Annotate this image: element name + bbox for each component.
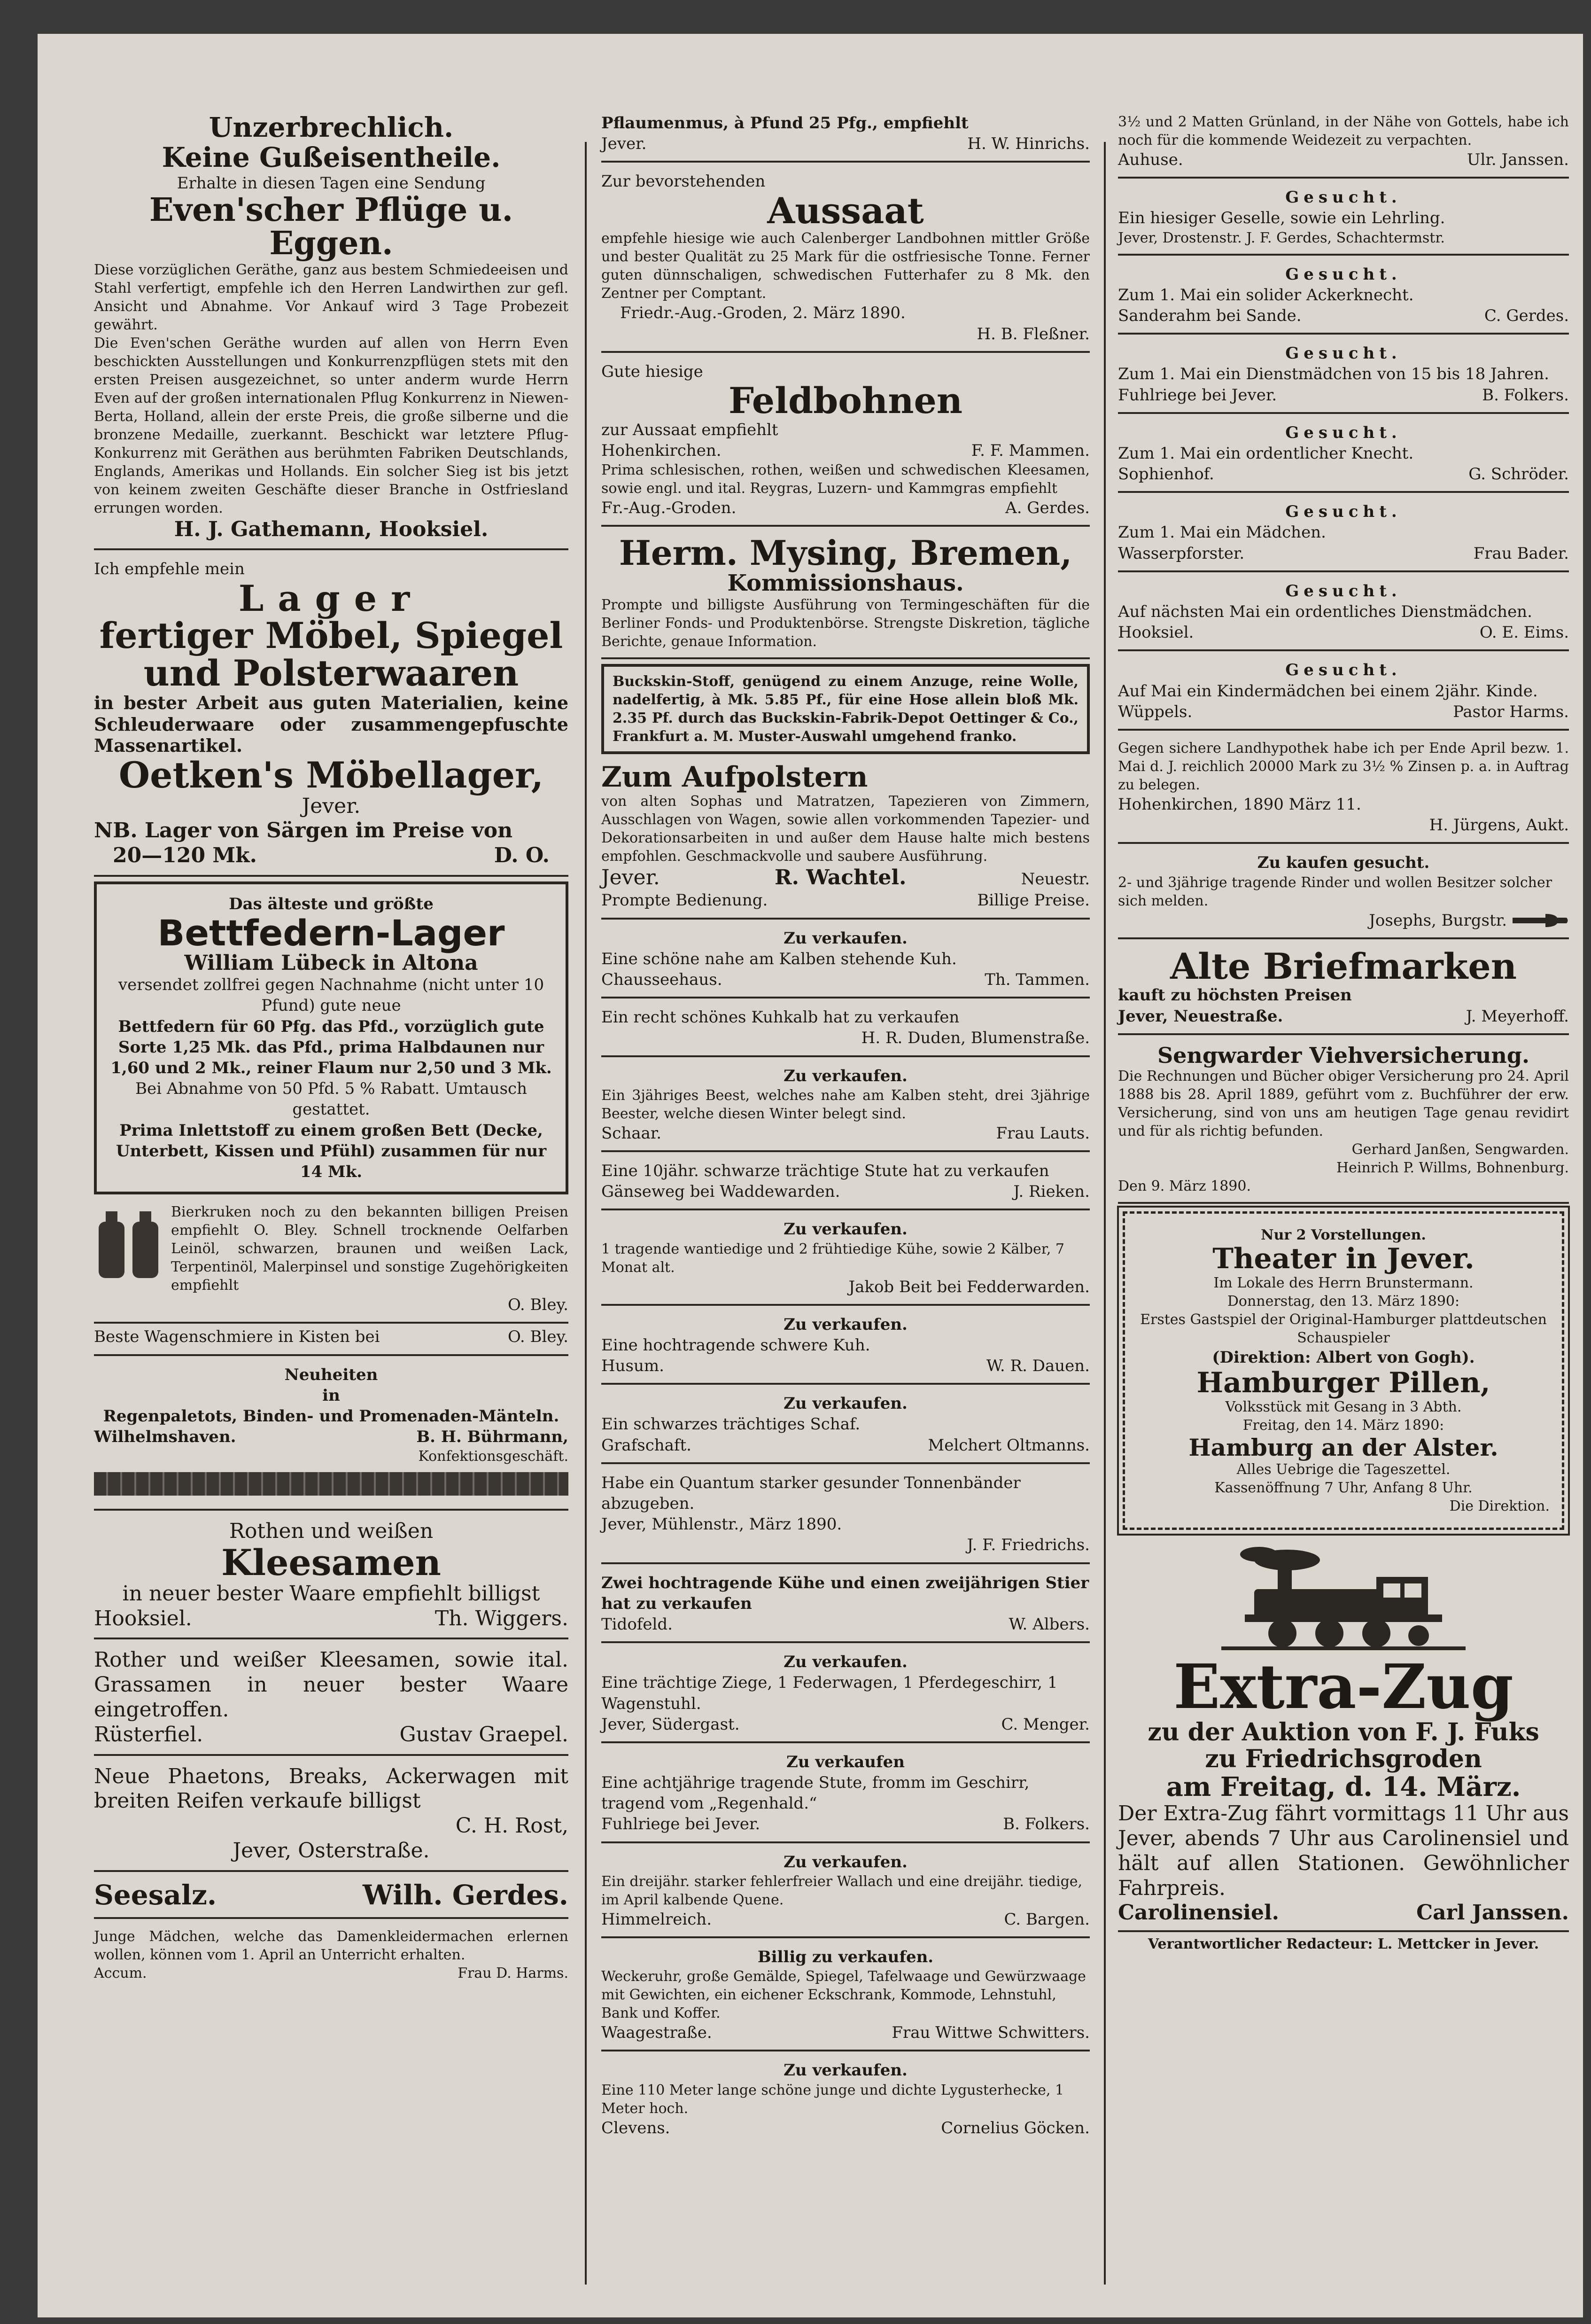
ad-headline: Feldbohnen [728,379,963,421]
ad-rost [94,1761,568,1872]
ad-text: Prima schlesischen, rothen, weißen und schwedischen Kleesamen, sowie engl. und ital. Reygras, Luzern- und Kammgras empfiehlt [601,462,1090,497]
ad-signature: Cornelius Göcken. [941,2118,1090,2137]
ad-schwitters [601,1943,1090,2051]
ad-title: Zu verkaufen. [784,2061,908,2080]
ad-text: Eine 10jähr. schwarze trächtige Stute hat zu verkaufen [601,1161,1049,1180]
ad-headline: Aussaat [767,189,924,232]
ad-place: Hooksiel. [94,1606,192,1630]
ad-signature: Th. Tammen. [985,970,1090,990]
ad-firm: William Lübeck in Altona [184,951,478,975]
ad-gesucht-ackerknecht [1118,260,1569,335]
ad-headline: Theater in Jever. [1212,1242,1475,1276]
ad-wiggers-kleesamen [94,1515,568,1639]
ad-signature: H. W. Hinrichs. [967,134,1090,154]
ad-text: Eine hochtragende schwere Kuh. [601,1335,870,1355]
ad-goecken [601,2056,1090,2145]
ad-signature: C. H. Rost, [455,1814,568,1838]
ad-place: Hohenkirchen. [601,441,722,460]
ad-signature: J. F. Friedrichs. [967,1536,1090,1555]
ad-title: Zu verkaufen [786,1752,905,1771]
ad-place: Hooksiel. [1118,623,1194,642]
ad-place: Fr.-Aug.-Groden. [601,499,737,518]
ad-signature: W. R. Dauen. [986,1357,1090,1376]
locomotive-icon [1221,1544,1466,1652]
ad-place: Jever. [302,794,361,818]
ad-text: Gute hiesige [601,362,703,381]
ad-signature: C. Gerdes. [1484,306,1569,325]
ad-text: Alles Uebrige die Tageszettel. [1236,1461,1451,1478]
ad-signature: J. Meyerhoff. [1466,1006,1569,1026]
ad-headline: Keine Gußeisentheile. [162,141,501,173]
ad-title: Gesucht. [1285,344,1402,363]
ad-place: Jever, Osterstraße. [233,1839,430,1863]
ad-folkers-stute [601,1748,1090,1843]
ad-place: Grafschaft. [601,1435,691,1455]
ad-signature: Gerhard Janßen, Sengwarden. [1351,1141,1569,1158]
ad-bargen [601,1848,1090,1938]
ad-text: Neue Phaetons, Breaks, Ackerwagen mit breiten Reifen verkaufe billigst [94,1764,568,1813]
ad-text: 3½ und 2 Matten Grünland, in der Nähe von Gottels, habe ich noch für die kommende Weidezeit zu verpachten. [1118,114,1569,148]
ad-date: Jever, Mühlenstr., März 1890. [601,1515,842,1534]
ad-bley [94,1199,568,1356]
ad-place: Jever, Neuestraße. [1118,1006,1283,1026]
ad-signature: R. Wachtel. [775,865,907,889]
ad-signature: Wilh. Gerdes. [362,1879,568,1911]
ad-subheadline: Kommissionshaus. [727,569,964,596]
ad-title: Gesucht. [1285,423,1402,442]
ad-title: Gesucht. [1285,581,1402,600]
ad-text: Eine achtjährige tragende Stute, fromm im Geschirr, tragend vom „Regenhald.“ [601,1773,1030,1813]
ad-gesucht-maedchen [1118,498,1569,572]
ad-signature: Melchert Oltmanns. [928,1435,1090,1455]
ad-theater-jever [1123,1211,1564,1529]
ad-place: Gänseweg bei Waddewarden. [601,1182,840,1201]
ad-place: Himmelreich. [601,1910,712,1929]
ad-signature: C. Bargen. [1004,1910,1090,1929]
ad-signature: W. Albers. [1009,1614,1090,1634]
ad-gesucht-eims [1118,577,1569,652]
ad-signature: Frau Bader. [1473,544,1569,563]
ad-text: Auf Mai ein Kindermädchen bei einem 2jähr. Kinde. [1118,681,1538,701]
ad-text: Zur bevorstehenden [601,172,766,191]
ad-place: Sanderahm bei Sande. [1118,306,1302,325]
ad-title: Gesucht. [1285,502,1402,522]
ad-text: Neuestr. [1021,869,1090,889]
ad-duden [601,1003,1090,1057]
ad-title: Billig zu verkaufen. [757,1948,934,1967]
ad-place: Husum. [601,1357,664,1376]
ad-place: Carolinensiel. [1118,1901,1279,1925]
ad-buehrmann [94,1361,568,1511]
ad-text: Die Even'schen Geräthe wurden auf allen von Herrn Even beschickten Ausstellungen und Konkurrenzpflügen stets mit den ersten Preisen ausgezeichnet, so unter anderm wurde Herrn Even auf der großen internationalen Pflug Konkurrenz in Niewen-Berta, Holland, allein der erste Preis, die große silberne und die bronzene Medaille, zuerkannt. Beschickt war letztere Pflug-Konkurrenz mit Geräthen aus berühmten Fabriken Deutschlands, Englands, Amerikas und Hollands. Ein solcher Sieg ist bis jetzt von keinem zweiten Geschäfte dieser Branche in Ostfriesland errungen worden. [94,335,568,516]
ad-date: Den 9. März 1890. [1118,1178,1251,1195]
column-rule [585,142,587,2285]
ad-mysing [601,531,1090,659]
ad-signature: J. Rieken. [1013,1182,1090,1201]
ad-text: kauft zu höchsten Preisen [1118,986,1352,1005]
ad-gesucht-knecht [1118,419,1569,493]
ad-title: Gesucht. [1285,265,1402,284]
ad-title: Zu verkaufen. [784,1653,908,1672]
ad-signature: Jakob Beit bei Fedderwarden. [848,1277,1090,1296]
ad-signature: Heinrich P. Willms, Bohnenburg. [1336,1160,1569,1177]
ad-title: Zu verkaufen. [784,1066,908,1085]
column-2 [601,109,1090,2150]
ad-signature: Carl Janssen. [1416,1901,1569,1925]
ad-title: Zu verkaufen. [784,1852,908,1872]
ad-signature: O. E. Eims. [1479,623,1569,642]
ad-gathemann-pfluege [94,109,568,550]
ad-headline: Oetken's Möbellager, [118,754,544,796]
column-1 [94,109,568,1994]
ad-signature: Th. Wiggers. [435,1606,568,1630]
ad-sengwarden-versicherung [1118,1040,1569,1204]
ad-text: Donnerstag, den 13. März 1890: [1227,1293,1460,1310]
ad-juergens-hypothek [1118,735,1569,844]
ad-text: Erstes Gastspiel der Original-Hamburger plattdeutschen Schauspieler [1140,1311,1547,1347]
ad-text: Pflaumenmus, à Pfund 25 Pfg., empfiehlt [601,114,969,133]
ad-beit [601,1215,1090,1305]
ad-text: Ein schwarzes trächtiges Schaf. [601,1415,861,1434]
ad-signature: O. Bley. [508,1295,568,1315]
ad-graepel [94,1644,568,1755]
ad-text: Erhalte in diesen Tagen eine Sendung [177,173,486,193]
ad-subheadline: zu Friedrichsgroden [1205,1745,1482,1774]
ad-oltmanns [601,1389,1090,1464]
ad-place: Accum. [94,1965,147,1981]
ad-text: Freitag, den 14. März 1890: [1242,1417,1444,1434]
ad-headline: Kleesamen [221,1542,441,1584]
ad-headline: Herm. Mysing, Bremen, [619,533,1072,573]
ad-mammen-feldbohnen [601,358,1090,527]
ad-headline: und Polsterwaaren [143,652,519,694]
ad-text: (Direktion: Albert von Gogh). [1212,1348,1475,1367]
ad-text: Rothen und weißen [229,1519,434,1544]
ad-place: Jever, Südergast. [601,1715,740,1734]
ad-text: Ein hiesiger Geselle, sowie ein Lehrling. [1118,209,1445,228]
ad-extra-zug [1118,1537,1569,1960]
ad-text: Prompte Bedienung. [601,891,768,910]
ad-text: Rother und weißer Kleesamen, sowie ital. Grassamen in neuer bester Waare eingetroffen. [94,1648,568,1722]
ad-oetken-moebel [94,555,568,877]
ad-place: Waagestraße. [601,2023,712,2043]
ad-text: Eine schöne nahe am Kalben stehende Kuh. [601,949,957,968]
ad-text: Buckskin-Stoff, genügend zu einem Anzuge, reine Wolle, nadelfertig, à Mk. 5.85 Pf., für eine Hose allein bloß Mk. 2.35 Pf. durch das Buckskin-Fabrik-Depot Oettinger & Co., Frankfurt a. M. Muster-Auswahl umgehend franko. [613,673,1079,745]
ad-signature: Gustav Graepel. [399,1722,568,1747]
ad-text: Ein recht schönes Kuhkalb hat zu verkaufen [601,1008,960,1027]
ad-subheadline: zu der Auktion von F. J. Fuks [1148,1718,1539,1747]
ad-place: Jever. [601,134,647,154]
ad-date: Hohenkirchen, 1890 März 11. [1118,795,1361,814]
ad-text: Zum 1. Mai ein ordentlicher Knecht. [1118,444,1414,463]
ad-headline: Hamburg an der Alster. [1188,1433,1498,1461]
ad-signature: O. Bley. [508,1327,568,1347]
ad-signature: B. Folkers. [1482,385,1569,405]
ad-signature: Frau D. Harms. [458,1965,568,1981]
ad-title: Zu verkaufen. [784,928,908,948]
ad-signature: F. F. Mammen. [971,441,1090,460]
ad-signature: Jever, Drostenstr. J. F. Gerdes, Schachtermstr. [1118,229,1445,246]
ad-place: Wilhelmshaven. [94,1427,236,1447]
ad-albers [601,1569,1090,1644]
ad-headline: Extra-Zug [1173,1650,1513,1723]
ad-text: Weckeruhr, große Gemälde, Spiegel, Tafelwaage und Gewürzwaage mit Gewichten, ein eichener Eckschrank, Kommode, Lehnstuhl, Bank und Koffer. [601,1968,1086,2022]
ad-signature: Frau Lauts. [996,1123,1090,1143]
ad-josephs [1118,849,1569,939]
ad-place: Jever. [601,865,660,889]
ad-place: Schaar. [601,1123,662,1143]
ad-text: Gegen sichere Landhypothek habe ich per Ende April bezw. 1. Mai d. J. reichlich 20000 Mark zu 3½ % Zinsen p. a. in Auftrag zu belegen. [1118,740,1569,793]
ad-flessner-aussaat [601,167,1090,352]
ad-text: Bierkruken noch zu den bekannten billigen Preisen empfiehlt O. Bley. Schnell trocknende Oelfarben Leinöl, schwarzen, braunen und weißen Lack, Terpentinöl, Malerpinsel und sonstige Zugehörigkeiten empfiehlt [171,1204,568,1294]
ad-text: Eine 110 Meter lange schöne junge und dichte Lygusterhecke, 1 Meter hoch. [601,2082,1064,2117]
newspaper-page [38,34,1583,2317]
ad-title: Zu verkaufen. [784,1315,908,1334]
ad-janssen-gruenland [1118,109,1569,179]
ad-text: in [322,1386,340,1405]
ad-signature: G. Schröder. [1468,465,1569,484]
ad-text: empfehle hiesige wie auch Calenberger Landbohnen mittler Größe und bester Qualität zu 25 Mark für die ostfriesische Tonne. Ferner guten dünnschaligen, schwedischen Futterhafer zu 8 Mk. den Zentner per Comptant. [601,230,1090,302]
ad-text: von alten Sophas und Matratzen, Tapezieren von Zimmern, Ausschlagen von Wagen, sowie allen vorkommenden Tapezier- und Dekorationsarbeiten in und außer dem Hause halte mich bestens empfohlen. Geschmackvolle und saubere Ausführung. [601,793,1090,865]
ad-menger [601,1648,1090,1743]
ad-seesalz [94,1877,568,1919]
ad-title: Zu kaufen gesucht. [1257,853,1430,873]
ad-title: Gesucht. [1285,661,1402,680]
ad-signature: H. J. Gathemann, Hooksiel. [174,517,489,541]
decorative-bar [94,1472,568,1496]
ad-place: Chausseehaus. [601,970,722,990]
ad-signature: C. Menger. [1001,1715,1090,1734]
ad-signature: D. O. [494,843,550,868]
ad-place: Fuhlriege bei Jever. [601,1815,761,1834]
ad-text: Ein dreijähr. starker fehlerfreier Wallach und eine dreijähr. tiedige, im April kalbende Quene. [601,1873,1083,1908]
ad-place: Wüppels. [1118,702,1193,721]
ad-place: Tidofeld. [601,1614,673,1634]
column-rule [1104,142,1106,2285]
ad-wachtel [601,759,1090,920]
ad-text: NB. Lager von Särgen im Preise von [94,819,513,843]
ad-buckskin [601,664,1090,754]
ad-headline: Bettfedern-Lager [157,912,505,954]
ad-text: Im Lokale des Herrn Brunstermann. [1213,1275,1474,1292]
ad-headline: Alte Briefmarken [1170,945,1517,987]
ad-text: Prompte und billigste Ausführung von Termingeschäften für die Berliner Fonds- und Produktenbörse. Strengste Diskretion, tägliche Berichte, genaue Information. [601,596,1090,650]
ad-meyerhoff-briefmarken [1118,944,1569,1035]
ad-headline: Hamburger Pillen, [1196,1366,1490,1399]
column-3 [1118,109,1569,1965]
ad-text: Bettfedern für 60 Pfg. das Pfd., vorzüglich gute Sorte 1,25 Mk. das Pfd., prima Halbdaunen nur 1,60 und 2 Mk., reiner Flaum nur 2,50 und 3 Mk. [110,1017,552,1078]
ad-text: Der Extra-Zug fährt vormittags 11 Uhr aus Jever, abends 7 Uhr aus Carolinensiel und hält auf allen Stationen. Gewöhnlicher Fahrpreis. [1118,1801,1569,1900]
ad-headline: Sengwarder Viehversicherung. [1157,1042,1530,1068]
ad-signature: Pastor Harms. [1453,702,1569,721]
ad-date: Friedr.-Aug.-Groden, 2. März 1890. [620,304,906,323]
ad-text: Konfektionsgeschäft. [418,1448,568,1465]
ad-text: Zum 1. Mai ein Dienstmädchen von 15 bis 18 Jahren. [1118,365,1549,384]
ad-signature: Josephs, Burgstr. [1369,911,1507,930]
ad-text: Auf nächsten Mai ein ordentliches Dienstmädchen. [1118,602,1532,621]
ad-text: Kassenöffnung 7 Uhr, Anfang 8 Uhr. [1214,1479,1473,1496]
ad-text: versendet zollfrei gegen Nachnahme (nicht unter 10 Pfund) gute neue [118,975,544,1015]
ad-headline: Even'scher Pflüge u. Eggen. [149,191,513,263]
ad-signature: Frau Wittwe Schwitters. [892,2023,1090,2043]
ad-signature: B. H. Bührmann, [416,1427,568,1447]
ad-signature: H. Jürgens, Aukt. [1429,816,1569,835]
ad-text: Prima Inlettstoff zu einem großen Bett (Decke, Unterbett, Kissen und Pfühl) zusammen für nur 14 Mk. [116,1121,547,1181]
ad-signature: B. Folkers. [1003,1815,1090,1834]
ad-signature: H. B. Fleßner. [977,324,1090,343]
ad-place: Auhuse. [1118,150,1183,169]
ad-friedrichs [601,1469,1090,1564]
imprint-line: Verantwortlicher Redacteur: L. Mettcker in Jever. [1118,1930,1569,1953]
ad-text: 1 tragende wantiedige und 2 frühtiedige Kühe, sowie 2 Kälber, 7 Monat alt. [601,1240,1064,1276]
beer-jug-icon [94,1203,164,1283]
ad-place: Fuhlriege bei Jever. [1118,385,1277,405]
ad-text: Eine trächtige Ziege, 1 Federwagen, 1 Pferdegeschirr, 1 Wagenstuhl. [601,1673,1058,1713]
ad-price: 20—120 Mk. [113,843,257,868]
ad-text: Zum 1. Mai ein Mädchen. [1118,523,1326,542]
ad-text: Volksstück mit Gesang in 3 Abth. [1225,1398,1462,1415]
ad-title: Zu verkaufen. [784,1394,908,1413]
ad-text: Beste Wagenschmiere in Kisten bei [94,1327,380,1347]
ad-rieken [601,1157,1090,1210]
ad-gesucht-kindermaedchen [1118,656,1569,731]
ad-text: Das älteste und größte [229,894,434,913]
pointing-hand-icon [1513,911,1569,930]
ad-bettfedern-lager [94,881,568,1194]
ad-text: Diese vorzüglichen Geräthe, ganz aus bestem Schmiedeeisen und Stahl verfertigt, empfehle ich den Herren Landwirthen zur gefl. Ansicht und Abnahme. Vor Ankauf wird 3 Tage Probezeit gewährt. [94,261,568,333]
ad-headline: Seesalz. [94,1879,217,1911]
ad-title: Gesucht. [1285,188,1402,207]
ad-text: 2- und 3jährige tragende Rinder und wollen Besitzer solcher sich melden. [1118,874,1552,909]
ad-hinrichs [601,109,1090,163]
ad-signature: Die Direktion. [1449,1497,1550,1514]
ad-text: Junge Mädchen, welche das Damenkleidermachen erlernen wollen, können vom 1. April an Unterricht erhalten. [94,1928,568,1963]
ad-gesucht-gerdes [1118,183,1569,255]
ad-signature: H. R. Duden, Blumenstraße. [861,1029,1090,1048]
ad-tammen [601,924,1090,999]
ad-place: Rüsterfiel. [94,1722,203,1747]
ad-text: Zwei hochtragende Kühe und einen zweijährigen Stier hat zu verkaufen [601,1573,1089,1613]
ad-dauen [601,1310,1090,1385]
ad-text: Habe ein Quantum starker gesunder Tonnenbänder abzugeben. [601,1473,1021,1513]
ad-text: Nur 2 Vorstellungen. [1261,1227,1426,1244]
ad-text: zur Aussaat empfiehlt [601,420,778,439]
ad-text: Ich empfehle mein [94,560,245,579]
ad-text: Bei Abnahme von 50 Pfd. 5 % Rabatt. Umtausch gestattet. [135,1079,527,1119]
ad-signature: A. Gerdes. [1005,499,1090,518]
ad-text: Regenpaletots, Binden- und Promenaden-Mänteln. [103,1406,559,1426]
ad-text: Billige Preise. [977,891,1090,910]
ad-text: in bester Arbeit aus guten Materialien, keine Schleuderwaare oder zusammengepfuschte Massenartikel. [94,692,568,756]
ad-harms-unterricht [94,1924,568,1989]
ad-place: Wasserpforster. [1118,544,1245,563]
ad-gesucht-dienstmaedchen [1118,339,1569,414]
ad-headline: Unzerbrechlich. [209,111,454,143]
ad-lauts [601,1062,1090,1152]
ad-subheadline: am Freitag, d. 14. März. [1166,1771,1521,1802]
ad-place: Sophienhof. [1118,465,1214,484]
ad-text: Die Rechnungen und Bücher obiger Versicherung pro 24. April 1888 bis 28. April 1889, geführt vom z. Buchführer der erw. Versicherung, sind von uns am heutigen Tage genau revidirt und für als richtig befunden. [1118,1068,1569,1140]
ad-text: in neuer bester Waare empfiehlt billigst [122,1581,540,1606]
ad-text: Ein 3jähriges Beest, welches nahe am Kalben steht, drei 3jährige Beester, welche diesen Winter belegt sind. [601,1087,1090,1122]
ad-title: Zu verkaufen. [784,1220,908,1239]
ad-headline: Lager [238,577,424,619]
ad-signature: Ulr. Janssen. [1467,150,1569,169]
ad-headline: Zum Aufpolstern [601,760,868,794]
ad-place: Clevens. [601,2118,670,2137]
ad-text: Zum 1. Mai ein solider Ackerknecht. [1118,285,1414,304]
ad-text: Neuheiten [284,1365,378,1384]
ad-headline: fertiger Möbel, Spiegel [99,615,563,657]
